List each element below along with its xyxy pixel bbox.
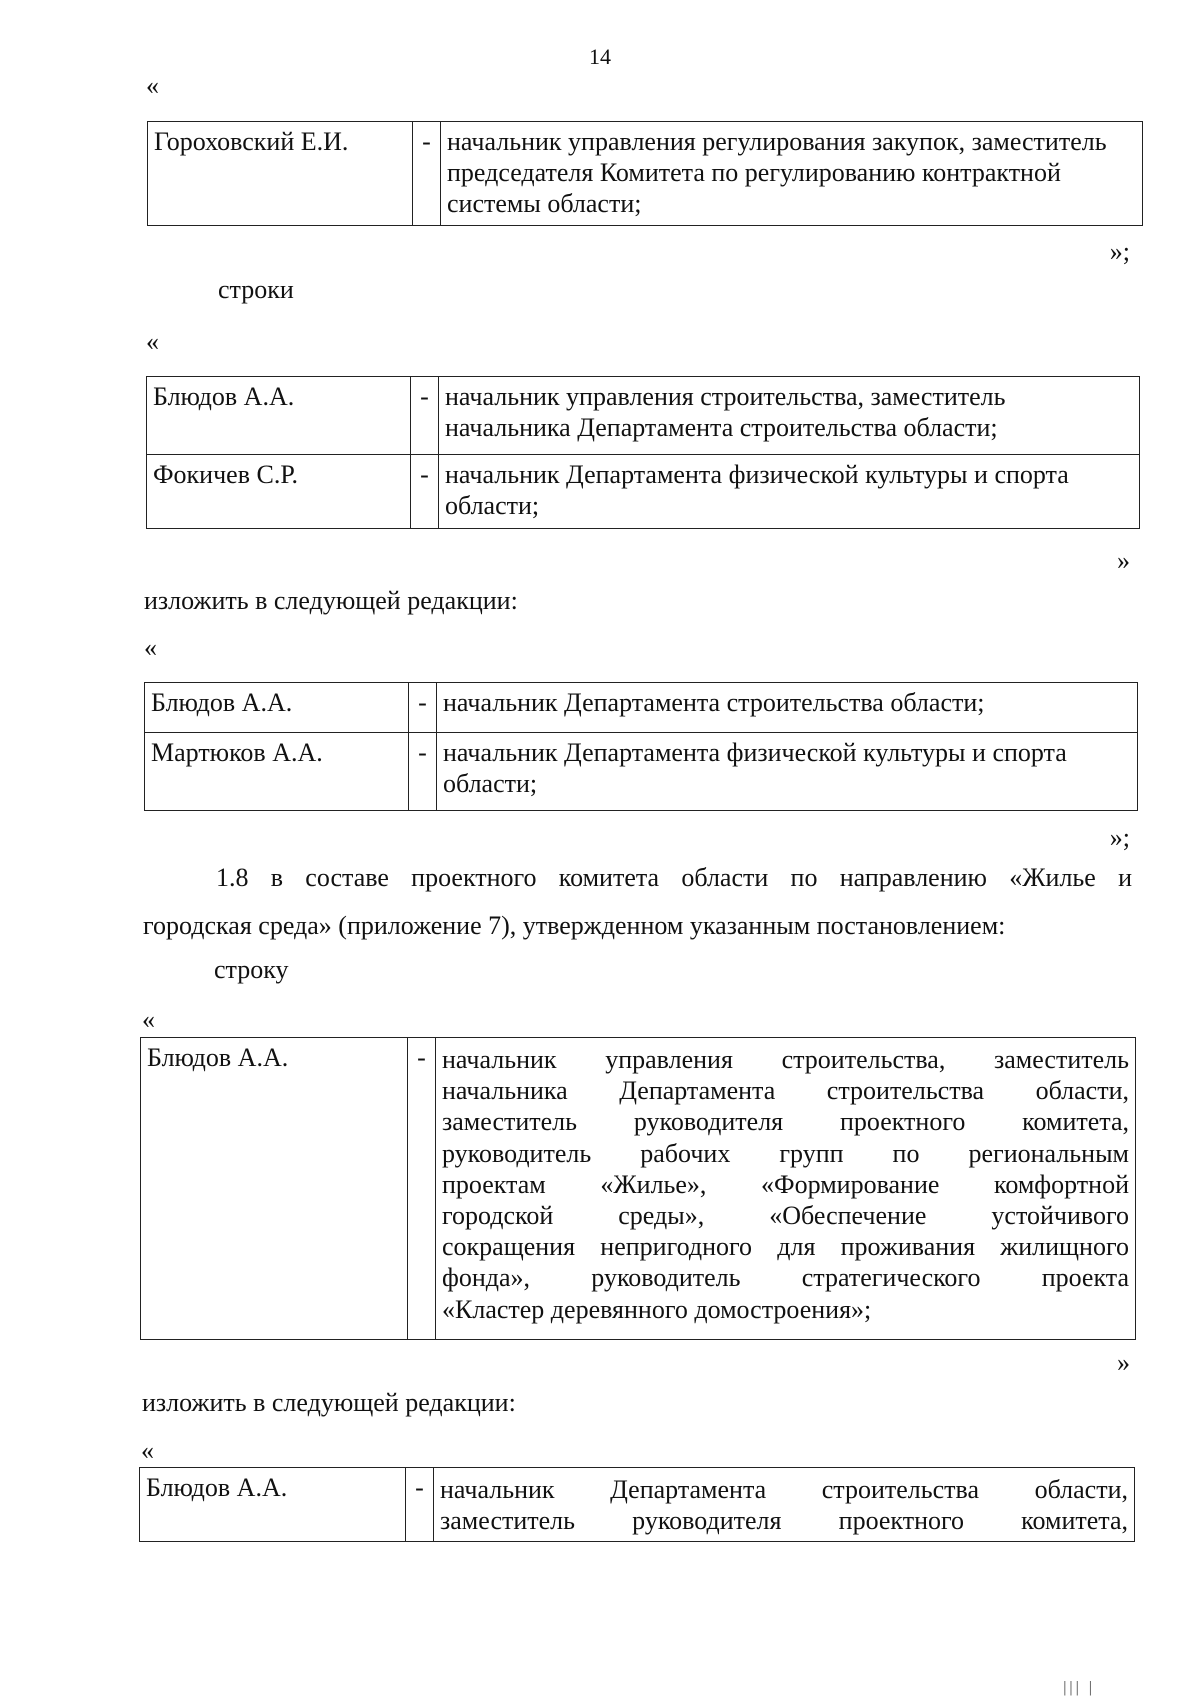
table-row	[147, 455, 1140, 529]
table-row	[145, 683, 1138, 733]
position-line: начальника Департамента строительства области,	[442, 1076, 1129, 1106]
open-quote: «	[141, 1436, 154, 1465]
open-quote: «	[146, 71, 159, 100]
close-quote: »	[1117, 546, 1130, 575]
member-position: начальник управления регулирования закупок, заместитель председателя Комитета по регулированию контрактной системы области;	[441, 122, 1143, 226]
position-line: городской среды», «Обеспечение устойчивого	[442, 1200, 1129, 1230]
member-name: Фокичев С.Р.	[147, 455, 411, 529]
member-position: начальник Департамента физической культуры и спорта области;	[439, 455, 1140, 529]
open-quote: «	[142, 1005, 155, 1034]
member-name: Блюдов А.А.	[145, 683, 409, 733]
dash-separator: -	[409, 733, 437, 811]
table-old-rows	[146, 376, 1140, 529]
position-line: «Кластер деревянного домостроения»;	[442, 1294, 872, 1324]
table-row	[145, 733, 1138, 811]
label-izlozhit: изложить в следующей редакции:	[144, 586, 518, 615]
table-row	[141, 1038, 1136, 1340]
close-quote: »	[1117, 1348, 1130, 1377]
member-name: Блюдов А.А.	[141, 1038, 408, 1340]
open-quote: «	[146, 327, 159, 356]
page-number: 14	[589, 44, 611, 69]
member-position: начальник управления строительства, заместитель начальника Департамента строительства области;	[439, 377, 1140, 455]
position-line: заместитель руководителя проектного комитета,	[442, 1107, 1129, 1137]
dash-separator: -	[413, 122, 441, 226]
member-position	[434, 1468, 1135, 1542]
position-line: сокращения непригодного для проживания жилищного	[442, 1232, 1129, 1262]
label-izlozhit: изложить в следующей редакции:	[142, 1388, 516, 1417]
open-quote: «	[144, 633, 157, 662]
position-line: фонда», руководитель стратегического проекта	[442, 1263, 1129, 1293]
position-line: проектам «Жилье», «Формирование комфортной	[442, 1169, 1129, 1199]
member-name: Гороховский Е.И.	[148, 122, 413, 226]
member-position: начальник Департамента физической культуры и спорта области;	[437, 733, 1138, 811]
position-line: начальник управления строительства, заместитель	[442, 1045, 1129, 1074]
dash-separator: -	[411, 455, 439, 529]
member-name: Блюдов А.А.	[140, 1468, 406, 1542]
position-line: начальник Департамента строительства области,	[440, 1475, 1128, 1504]
member-position: начальник Департамента строительства области;	[437, 683, 1138, 733]
table-row	[147, 377, 1140, 455]
close-quote: »;	[1109, 237, 1130, 266]
member-name: Блюдов А.А.	[147, 377, 411, 455]
dash-separator: -	[409, 683, 437, 733]
table-row	[148, 122, 1143, 226]
dash-separator: -	[408, 1038, 436, 1340]
table-new-row-bludov	[139, 1467, 1135, 1542]
paragraph-1-8-line2: городская среда» (приложение 7), утвержденном указанным постановлением:	[143, 911, 1006, 940]
table-new-rows	[144, 682, 1138, 811]
table-old-row-bludov	[140, 1037, 1136, 1340]
position-line: руководитель рабочих групп по региональным	[442, 1138, 1129, 1168]
paragraph-1-8-line1: 1.8 в составе проектного комитета области по направлению «Жилье и	[216, 863, 1132, 892]
dash-separator: -	[411, 377, 439, 455]
member-position	[436, 1038, 1136, 1340]
position-line: заместитель руководителя проектного комитета,	[440, 1506, 1128, 1536]
member-name: Мартюков А.А.	[145, 733, 409, 811]
close-quote: »;	[1109, 823, 1130, 852]
dash-separator: -	[406, 1468, 434, 1542]
table-gorokhovsky	[147, 121, 1143, 226]
label-stroku: строку	[214, 955, 289, 984]
table-row	[140, 1468, 1135, 1542]
label-stroki: строки	[218, 275, 294, 304]
scan-edge-mark: ||| |	[1063, 1678, 1095, 1696]
